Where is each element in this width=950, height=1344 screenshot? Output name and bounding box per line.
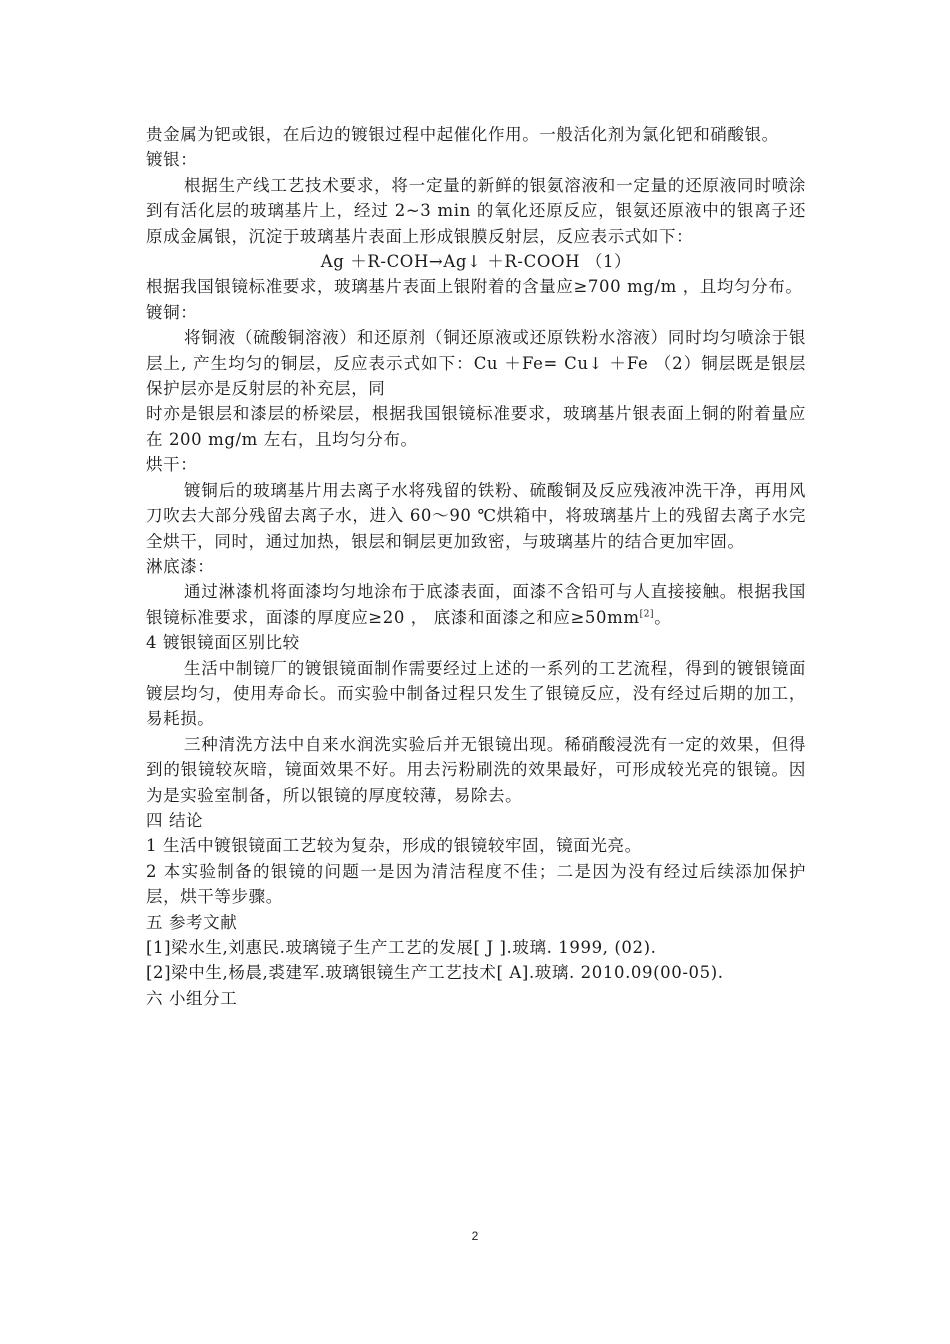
heading-copper-plating: 镀铜： xyxy=(146,302,198,322)
silver-standard-paragraph: 根据我国银镜标准要求，玻璃基片表面上银附着的含量应≥700 mg/m ，且均匀分布。 xyxy=(146,277,803,297)
silver-plating-paragraph: 根据生产线工艺技术要求，将一定量的新鲜的银氨溶液和一定量的还原液同时喷涂到有活化层的玻璃基片上，经过 2~3 min 的氧化还原反应，银氨还原液中的银离子还原成金属银，沉淀于玻璃基片表面上形成银膜反射层，反应表示式如下： xyxy=(146,175,806,246)
heading-silver-plating: 镀银： xyxy=(146,150,198,170)
heading-conclusion: 四 结论 xyxy=(146,810,204,830)
comparison-paragraph-2: 三种清洗方法中自来水润洗实验后并无银镜出现。稀硝酸浸洗有一定的效果，但得到的银镜较灰暗，镜面效果不好。用去污粉刷洗的效果最好，可形成较光亮的银镜。因为是实验室制备，所以银镜的厚度较薄，易除去。 xyxy=(146,734,806,805)
comparison-paragraph-1: 生活中制镜厂的镀银镜面制作需要经过上述的一系列的工艺流程，得到的镀银镜面镀层均匀，使用寿命长。而实验中制备过程只发生了银镜反应，没有经过后期的加工，易耗损。 xyxy=(146,658,806,729)
page-number: 2 xyxy=(471,1229,479,1243)
heading-primer-coating: 淋底漆： xyxy=(146,556,215,576)
heading-team-division: 六 小组分工 xyxy=(146,988,238,1008)
primer-coating-text: 通过淋漆机将面漆均匀地涂布于底漆表面，面漆不含铅可与人直接接触。根据我国银镜标准要求，面漆的厚度应≥20 ， 底漆和面漆之和应≥50mm xyxy=(146,582,806,627)
reference-2: [2]梁中生,杨晨,裘建军.玻璃银镜生产工艺技术[ A].玻璃. 2010.09(00-05). xyxy=(146,963,724,983)
copper-plating-continued: 时亦是银层和漆层的桥梁层，根据我国银镜标准要求，玻璃基片银表面上铜的附着量应在 200 mg/m 左右，且均匀分布。 xyxy=(146,404,806,449)
conclusion-item-2: 2 本实验制备的银镜的问题一是因为清洁程度不佳；二是因为没有经过后续添加保护层，烘干等步骤。 xyxy=(146,861,806,907)
conclusion-item-1: 1 生活中镀银镜面工艺较为复杂，形成的银镜较牢固，镜面光亮。 xyxy=(146,836,642,856)
reference-1: [1]梁水生,刘惠民.玻璃镜子生产工艺的发展[ J ].玻璃. 1999, (02). xyxy=(146,938,657,957)
heading-comparison: 4 镀银镜面区别比较 xyxy=(146,633,300,653)
heading-drying: 烘干： xyxy=(146,455,198,475)
heading-references: 五 参考文献 xyxy=(146,912,238,932)
primer-coating-end: 。 xyxy=(654,607,672,627)
document-body xyxy=(146,122,806,1011)
silver-equation: Ag ＋R-COH→Ag↓ ＋R-COOH （1） xyxy=(320,252,632,272)
drying-paragraph: 镀铜后的玻璃基片用去离子水将残留的铁粉、硫酸铜及反应残液冲洗干净，再用风刀吹去大部分残留去离子水，进入 60～90 ℃烘箱中，将玻璃基片上的残留去离子水完全烘干，同时，通过加热，银层和铜层更加致密，与玻璃基片的结合更加牢固。 xyxy=(146,480,806,551)
primer-coating-paragraph xyxy=(146,579,806,630)
citation-superscript: [2] xyxy=(639,609,655,620)
intro-paragraph: 贵金属为钯或银，在后边的镀银过程中起催化作用。一般活化剂为氯化钯和硝酸银。 xyxy=(146,125,779,144)
copper-plating-paragraph: 将铜液（硫酸铜溶液）和还原剂（铜还原液或还原铁粉水溶液）同时均匀喷涂于银层上, 产生均匀的铜层，反应表示式如下：Cu ＋Fe= Cu↓ ＋Fe （2）铜层既是银层保护层亦是反射层的补充层，同 xyxy=(146,328,806,399)
